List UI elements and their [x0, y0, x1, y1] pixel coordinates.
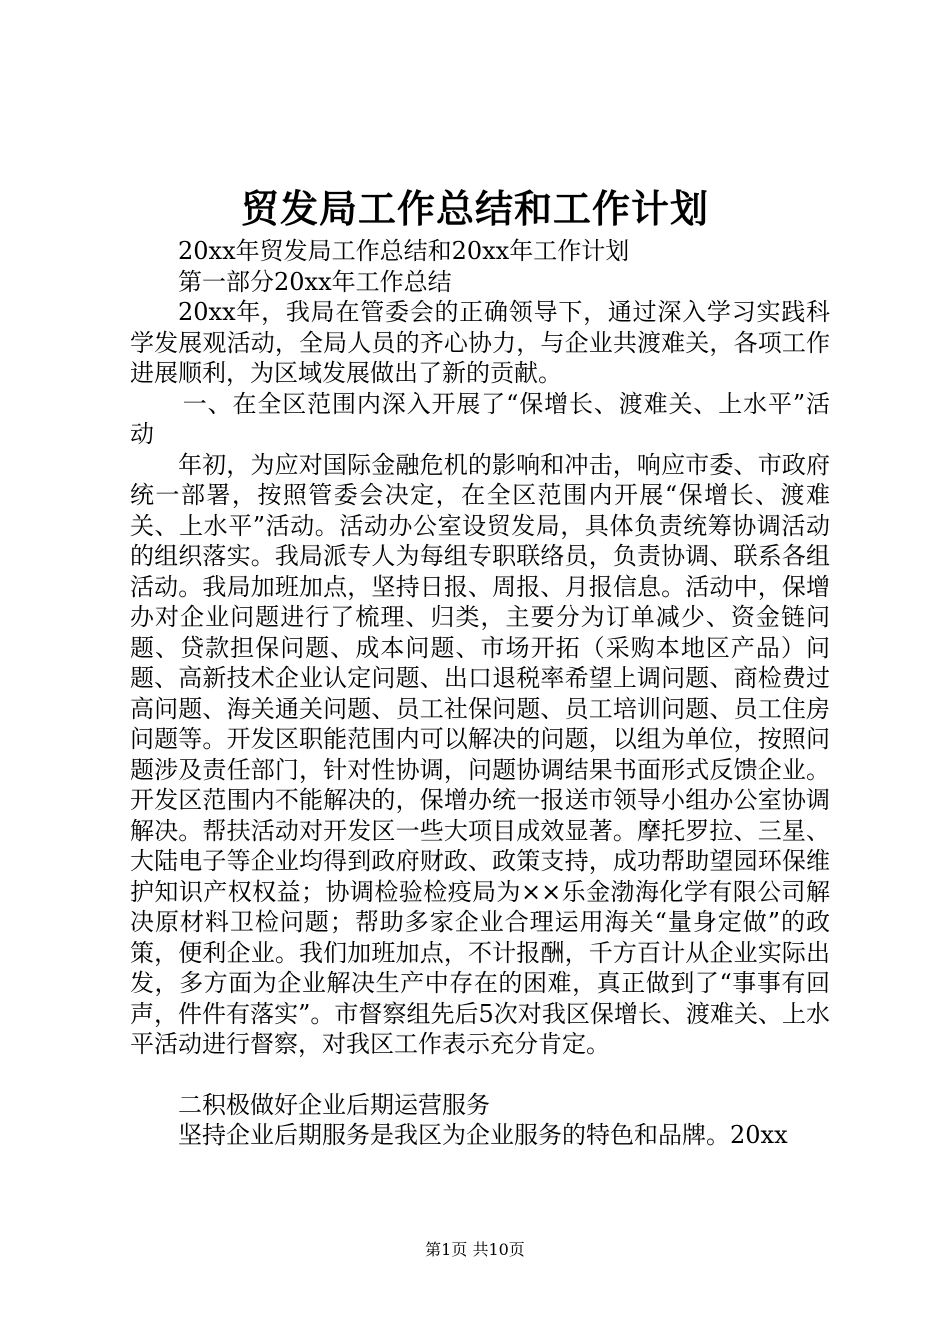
page-footer: 第1页 共10页 [425, 1240, 525, 1259]
intro-paragraph: 20xx年，我局在管委会的正确领导下，通过深入学习实践科学发展观活动，全局人员的齐心协力，与企业共渡难关，各项工作进展顺利，为区域发展做出了新的贡献。 [130, 298, 830, 387]
document-title: 贸发局工作总结和工作计划 [240, 186, 709, 231]
section-2-paragraph: 坚持企业后期服务是我区为企业服务的特色和品牌。20xx [178, 1121, 788, 1149]
subtitle-line: 20xx年贸发局工作总结和20xx年工作计划 [178, 237, 630, 265]
section-1-paragraph: 年初，为应对国际金融危机的影响和冲击，响应市委、市政府统一部署，按照管委会决定，在全区范围内开展“保增长、渡难关、上水平”活动。活动办公室设贸发局，具体负责统筹协调活动的组织落实。我局派专人为每组专职联络员，负责协调、联系各组活动。我局加班加点，坚持日报、周报、月报信息。活动中，保增办对企业问题进行了梳理、归类，主要分为订单减少、资金链问题、贷款担保问题、成本问题、市场开拓（采购本地区产品）问题、高新技术企业认定问题、出口退税率希望上调问题、商检费过高问题、海关通关问题、员工社保问题、员工培训问题、员工住房问题等。开发区职能范围内可以解决的问题，以组为单位，按照问题涉及责任部门，针对性协调，问题协调结果书面形式反馈企业。开发区范围内不能解决的，保增办统一报送市领导小组办公室协调解决。帮扶活动对开发区一些大项目成效显著。摩托罗拉、三星、大陆电子等企业均得到政府财政、政策支持，成功帮助望园环保维护知识产权权益；协调检验检疫局为××乐金渤海化学有限公司解决原材料卫检问题；帮助多家企业合理运用海关“量身定做”的政策，便利企业。我们加班加点，不计报酬，千方百计从企业实际出发，多方面为企业解决生产中存在的困难，真正做到了“事事有回声，件件有落实”。市督察组先后5次对我区保增长、渡难关、上水平活动进行督察，对我区工作表示充分肯定。 [130, 450, 830, 1058]
paragraph-gap [130, 1060, 830, 1090]
part-heading: 第一部分20xx年工作总结 [178, 267, 452, 296]
section-heading-1: 一、在全区范围内深入开展了“保增长、渡难关、上水平”活动 [130, 389, 830, 448]
section-heading-2: 二积极做好企业后期运营服务 [178, 1090, 490, 1119]
document-body [130, 236, 830, 1151]
